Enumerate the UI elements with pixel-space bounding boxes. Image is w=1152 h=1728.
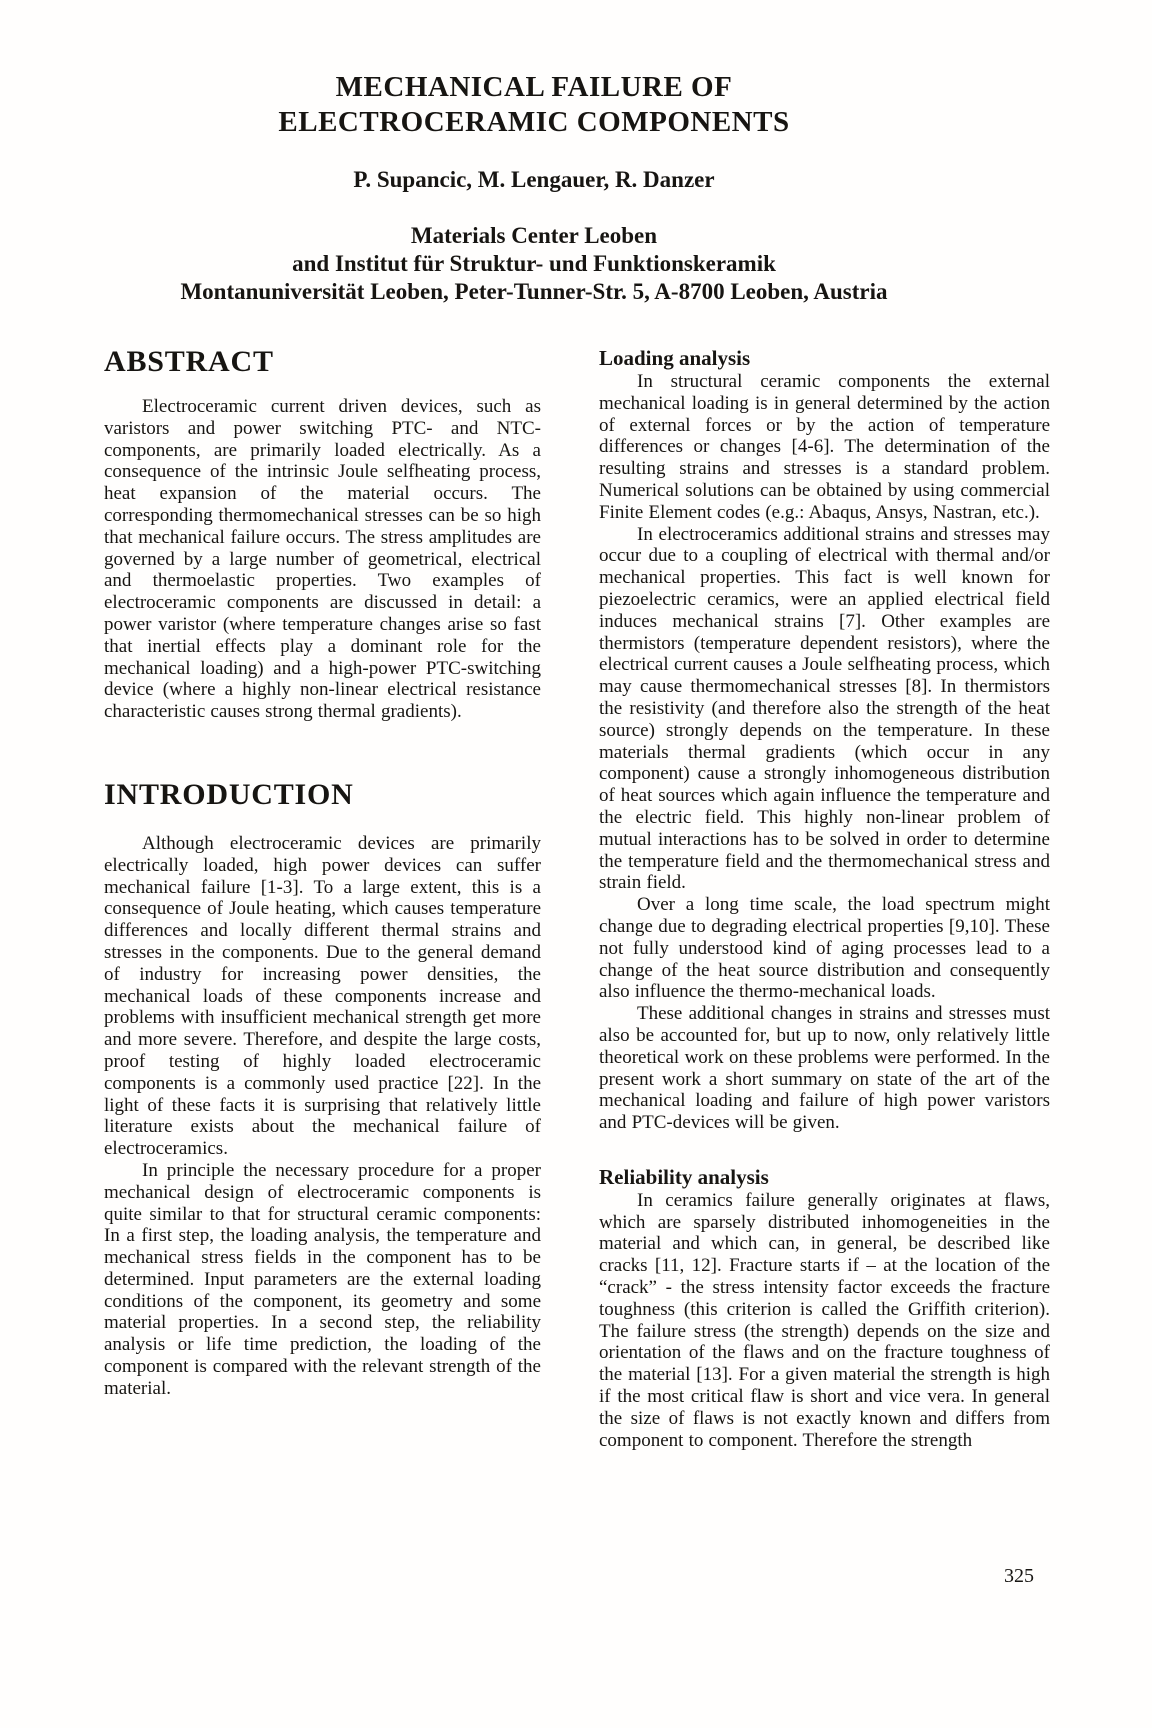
introduction-paragraph-2: In principle the necessary procedure for a proper mechanical design of electroceramic components is quite similar to that for structural ceramic components: In a first step, the loading analysis, the temperature and mechanical stress fields in the component has to be determined. Input parameters are the external loading conditions of the component, its geometry and some material properties. In a second step, the reliability analysis or life time prediction, the loading of the component is compared with the relevant strength of the material. bbox=[104, 1159, 541, 1399]
title-line-2: ELECTROCERAMIC COMPONENTS bbox=[278, 106, 790, 138]
two-column-body bbox=[104, 346, 1050, 1451]
affiliation-line-1: Materials Center Leoben bbox=[410, 223, 658, 248]
page-title bbox=[88, 70, 980, 140]
affiliation-line-2: and Institut für Struktur- und Funktionskeramik bbox=[292, 251, 776, 276]
right-column bbox=[599, 346, 1050, 1451]
abstract-heading: ABSTRACT bbox=[104, 345, 274, 378]
authors-line: P. Supancic, M. Lengauer, R. Danzer bbox=[353, 167, 715, 192]
loading-paragraph-2: In electroceramics additional strains and stresses may occur due to a coupling of electrical with thermal and/or mechanical properties. This fact is well known for piezoelectric ceramics, were an applied electrical field induces mechanical strains [7]. Other examples are thermistors (temperature dependent resistors), where the electrical current causes a Joule selfheating process, which may cause thermomechanical stresses [8]. In thermistors the resistivity (and therefore also the strength of the heat source) strongly depends on the temperature. In these materials thermal gradients (which occur in any component) cause a strongly inhomogeneous distribution of heat sources which again influence the temperature and the electric field. This highly non-linear problem of mutual interactions has to be solved in order to determine the temperature field and the thermomechanical stress and strain field. bbox=[599, 523, 1050, 894]
affiliation-line-3: Montanuniversität Leoben, Peter-Tunner-Str. 5, A-8700 Leoben, Austria bbox=[180, 279, 888, 304]
loading-analysis-heading: Loading analysis bbox=[599, 346, 751, 370]
left-column bbox=[104, 346, 541, 1451]
paper-header bbox=[88, 70, 980, 306]
reliability-paragraph-1: In ceramics failure generally originates at flaws, which are sparsely distributed inhomogeneities in the material and which can, in general, be described like cracks [11, 12]. Fracture starts if – at the location of the “crack” - the stress intensity factor exceeds the fracture toughness (this criterion is called the Griffith criterion). The failure stress (the strength) depends on the size and orientation of the flaws and on the fracture toughness of the material [13]. For a given material the strength is high if the most critical flaw is short and vice vera. In general the size of flaws is not exactly known and differs from component to component. Therefore the strength bbox=[599, 1189, 1050, 1451]
loading-paragraph-3: Over a long time scale, the load spectrum might change due to degrading electrical properties [9,10]. These not fully understood kind of aging processes lead to a change of the heat source distribution and consequently also influence the thermo-mechanical loads. bbox=[599, 894, 1050, 1003]
reliability-analysis-heading: Reliability analysis bbox=[599, 1164, 769, 1189]
loading-paragraph-4: These additional changes in strains and stresses must also be accounted for, but up to now, only relatively little theoretical work on these problems were performed. In the present work a short summary on state of the art of the mechanical loading and failure of high power varistors and PTC-devices will be given. bbox=[599, 1003, 1050, 1134]
title-line-1: MECHANICAL FAILURE OF bbox=[335, 71, 733, 103]
introduction-heading: INTRODUCTION bbox=[104, 777, 354, 811]
introduction-paragraph-1: Although electroceramic devices are primarily electrically loaded, high power devices can suffer mechanical failure [1-3]. To a large extent, this is a consequence of Joule heating, which causes temperature differences and locally different thermal strains and stresses in the components. Due to the general demand of industry for increasing power densities, the mechanical loads of these components increase and problems with insufficient mechanical strength get more and more severe. Therefore, and despite the large costs, proof testing of highly loaded electroceramic components is a commonly used practice [22]. In the light of these facts it is surprising that relatively little literature exists about the mechanical failure of electroceramics. bbox=[104, 832, 541, 1160]
affiliation-block bbox=[88, 222, 980, 306]
page-number: 325 bbox=[1004, 1565, 1034, 1587]
loading-paragraph-1: In structural ceramic components the external mechanical loading is in general determined by the action of external forces or by the action of temperature differences or changes [4-6]. The determination of the resulting strains and stresses is a standard problem. Numerical solutions can be obtained by using commercial Finite Element codes (e.g.: Abaqus, Ansys, Nastran, etc.). bbox=[599, 371, 1050, 523]
abstract-paragraph: Electroceramic current driven devices, such as varistors and power switching PTC- and NTC-components, are primarily loaded electrically. As a consequence of the intrinsic Joule selfheating process, heat expansion of the material occurs. The corresponding thermomechanical stresses can be so high that mechanical failure occurs. The stress amplitudes are governed by a large number of geometrical, electrical and thermoelastic properties. Two examples of electroceramic components are discussed in detail: a power varistor (where temperature changes arise so fast that inertial effects play a dominant role for the mechanical loading) and a high-power PTC-switching device (where a highly non-linear electrical resistance characteristic causes strong thermal gradients). bbox=[104, 396, 541, 723]
